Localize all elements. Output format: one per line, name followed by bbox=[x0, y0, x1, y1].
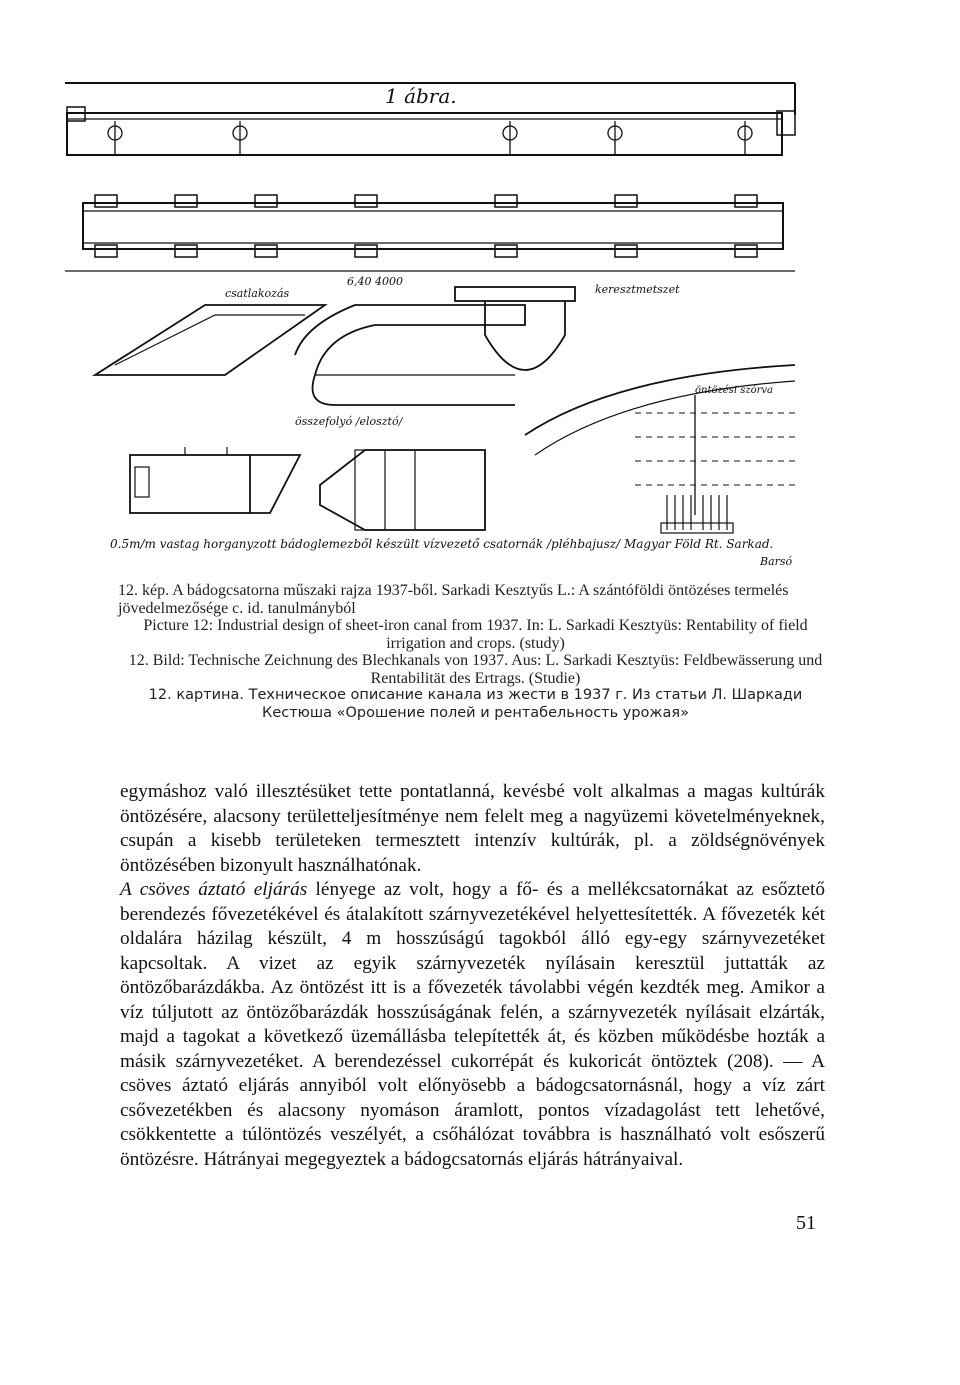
caption-russian: 12. картина. Техническое описание канала из жести в 1937 г. Из статьи Л. Шаркади Кестюша «Орошение полей и рентабельность урожая» bbox=[148, 687, 803, 721]
figure-title: 1 ábra. bbox=[385, 84, 457, 108]
drawing-signature: 0.5m/m vastag horganyzott bádoglemezből készült vízvezető csatornák /pléhbajusz/ Magyar Föld Rt. Sarkad. bbox=[110, 537, 774, 551]
paragraph-2-text: lényege az volt, hogy a fő- és a mellékcsatornákat az esőztető berendezés fővezetékével és átalakított szárnyvezetékével helyettesítették. A fővezeték két oldalára házilag készült, 4 m hosszúságú tagokból álló egy-egy szárnyvezetéket kapcsoltak. A vizet az egyik szárnyvezeték nyílásain keresztül juttatták az öntözőbarázdákba. Az öntözést itt is a fővezeték távolabbi végén kezdték meg. Amikor a víz túljutott az öntözőbarázdák hosszúságának felén, a szárnyvezeték nyílásait elzárták, majd a tagokat a következő üzemállásba telepítették át, és közben működésbe hozták a másik szárnyvezetéket. A berendezéssel cukorrépát és kukoricát öntöztek (208). — A csöves áztató eljárás annyiból volt előnyösebb a bádogcsatornásnál, hogy a víz zárt csővezetékben és alacsony nyomáson áramlott, pontos vízadagolást tett lehetővé, csökkentette a túlöntözés veszélyét, a csőhálózat továbbra is használható volt esőszerű öntözésre. Hátrányai megegyeztek a bádogcsatornás eljárás hátrányaival. bbox=[120, 879, 825, 1170]
paragraph-2-emphasis: A csöves áztató eljárás bbox=[120, 879, 308, 900]
label-osszefoglalo: összefolyó /elosztó/ bbox=[295, 415, 403, 428]
figure-caption bbox=[118, 582, 833, 722]
drawing-initials: Barsó bbox=[760, 555, 793, 568]
paragraph-2 bbox=[120, 878, 825, 1172]
caption-english: Picture 12: Industrial design of sheet-iron canal from 1937. In: L. Sarkadi Kesztyüs: Rentability of field irrigation and crops. (study) bbox=[143, 617, 808, 652]
canal-side-view bbox=[83, 203, 783, 249]
technical-drawing bbox=[55, 75, 825, 580]
label-keresztmetszet: keresztmetszet bbox=[595, 283, 680, 296]
paragraph-1: egymáshoz való illesztésüket tette pontatlanná, kevésbé volt alkalmas a magas kultúrák öntözésére, alacsony területteljesítménye nem felelt meg a nagyüzemi követelményeknek, csupán a kisebb területeken termesztett intenzív kultúrák, pl. a zöldségnövények öntözésében bizonyult használhatónak. bbox=[120, 781, 825, 876]
component-box bbox=[130, 455, 250, 513]
body-text bbox=[120, 780, 825, 1172]
scale-label: 6,40 4000 bbox=[347, 275, 403, 288]
page-number: 51 bbox=[796, 1212, 816, 1234]
caption-hungarian: 12. kép. A bádogcsatorna műszaki rajza 1937-ből. Sarkadi Kesztyűs L.: A szántóföldi öntözéses termelés jövedelmezősége c. id. tanulmányból bbox=[118, 582, 789, 617]
caption-german: 12. Bild: Technische Zeichnung des Blechkanals von 1937. Aus: L. Sarkadi Kesztyüs: Feldbewässerung und Rentabilität des Ertrags. (Studie) bbox=[128, 652, 823, 687]
label-csatlakozas: csatlakozás bbox=[225, 287, 290, 300]
component-funnel bbox=[320, 450, 485, 530]
label-ontozo: öntözési szórva bbox=[695, 385, 774, 396]
